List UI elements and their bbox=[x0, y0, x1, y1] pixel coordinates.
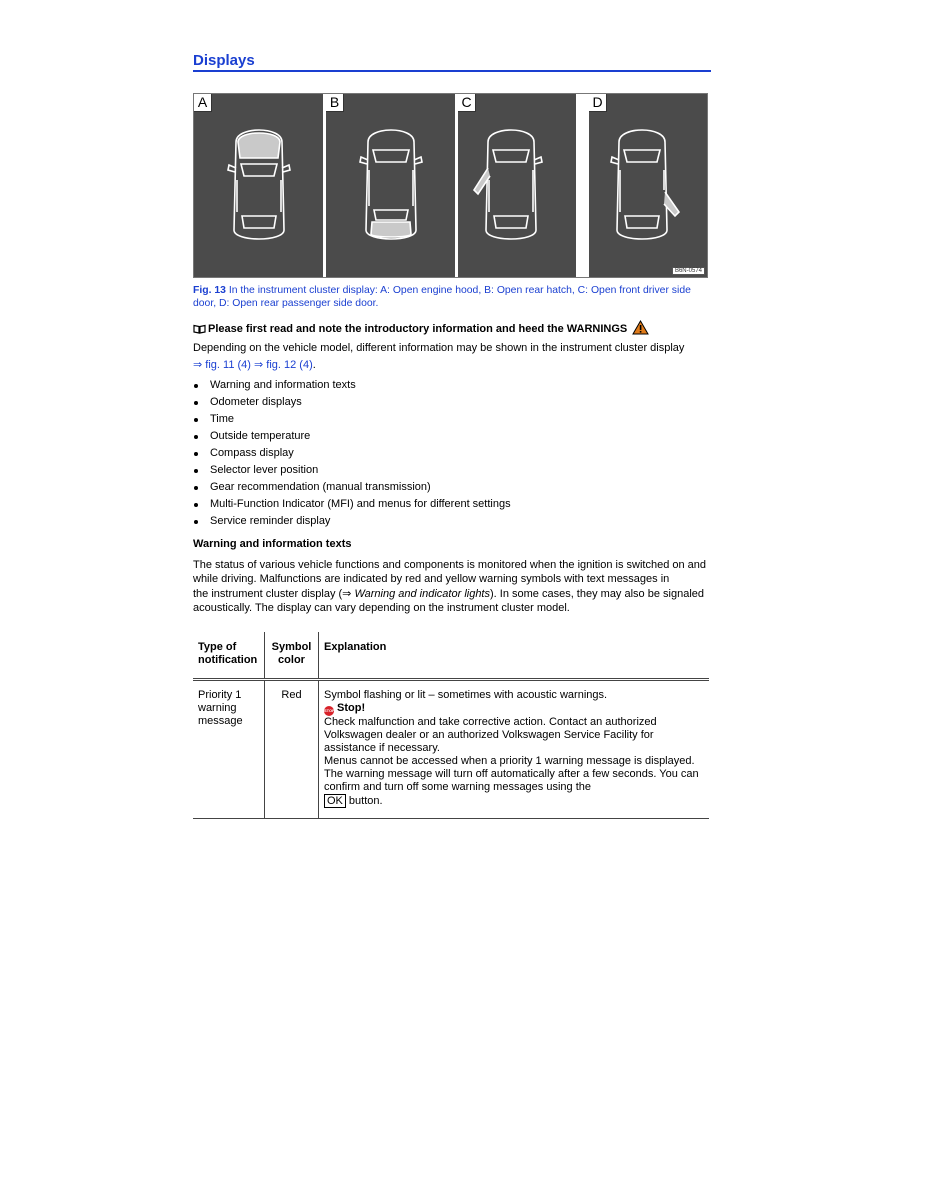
header-type bbox=[193, 632, 265, 680]
list-item bbox=[193, 411, 511, 428]
header-text: notification bbox=[198, 654, 258, 666]
car-rear-hatch-open-icon bbox=[356, 120, 426, 250]
car-front-driver-door-open-icon bbox=[466, 120, 546, 250]
bullet-icon bbox=[194, 452, 198, 456]
list-item bbox=[193, 496, 511, 513]
cell-text: Check malfunction and take corrective action. Contact an authorized Volkswagen dealer or an authorized Volkswagen Service Facility for assistance if necessary. bbox=[324, 716, 657, 754]
bullet-icon bbox=[194, 503, 198, 507]
intro-text: Depending on the vehicle model, different information may be shown in the instrument cluster display bbox=[193, 342, 685, 354]
title-underline bbox=[193, 70, 711, 72]
figure-caption bbox=[193, 285, 713, 310]
header-text: Symbol bbox=[271, 641, 312, 653]
section-heading: Warning and information texts bbox=[193, 538, 352, 550]
list-item bbox=[193, 445, 511, 462]
table-header-row bbox=[193, 632, 709, 680]
bullet-icon bbox=[194, 418, 198, 422]
bullet-icon bbox=[194, 469, 198, 473]
list-item-text: Gear recommendation (manual transmission) bbox=[210, 481, 431, 493]
cell-type bbox=[193, 680, 265, 819]
panel-c bbox=[458, 94, 576, 277]
link-fig-12[interactable]: fig. 12 (4) bbox=[266, 359, 313, 371]
list-item-text: Warning and information texts bbox=[210, 379, 356, 391]
link-warning-lights[interactable]: Warning and indicator lights bbox=[354, 588, 490, 600]
bullet-icon bbox=[194, 486, 198, 490]
panel-b bbox=[326, 94, 455, 277]
paragraph-text: ). In some cases, they may also be signaled acoustically. The display can vary depending on the instrument cluster model. bbox=[193, 588, 704, 614]
list-item-text: Selector lever position bbox=[210, 464, 319, 476]
panel-letter-c: C bbox=[458, 94, 476, 112]
intro-paragraph bbox=[193, 340, 713, 374]
list-item-text: Outside temperature bbox=[210, 430, 311, 442]
caption-text: In the instrument cluster display: A: Open engine hood, B: Open rear hatch, C: Open front driver side door, D: Open rear passenger side door. bbox=[193, 285, 691, 309]
list-item-text: Service reminder display bbox=[210, 515, 331, 527]
list-item-text: Multi-Function Indicator (MFI) and menus for different settings bbox=[210, 498, 511, 510]
header-text: Type of bbox=[198, 641, 237, 653]
page-title: Displays bbox=[193, 52, 255, 69]
bullet-icon bbox=[194, 401, 198, 405]
stop-label: Stop! bbox=[337, 702, 366, 714]
paragraph-text: The status of various vehicle functions and components is monitored when the ignition is switched on and while driving. Malfunctions are indicated by red and yellow warning symbols with text messages in bbox=[193, 559, 707, 585]
figure-id: B6N-0574 bbox=[672, 267, 705, 275]
stop-icon: STOP bbox=[324, 706, 334, 716]
book-icon bbox=[193, 324, 206, 339]
car-engine-hood-open-icon bbox=[224, 120, 294, 250]
header-text: color bbox=[278, 654, 305, 666]
note-text: Please first read and note the introductory information and heed the WARNINGS bbox=[208, 323, 628, 335]
list-item bbox=[193, 479, 511, 496]
caption-label: Fig. 13 bbox=[193, 285, 226, 296]
paragraph-text: the instrument cluster display (⇒ bbox=[193, 588, 355, 600]
cell-text: message bbox=[198, 715, 243, 727]
panel-letter-a: A bbox=[194, 94, 212, 112]
arrow-glyph: ⇒ bbox=[193, 359, 203, 371]
warning-triangle-icon bbox=[632, 320, 649, 340]
link-fig-11[interactable]: fig. 11 (4) bbox=[205, 359, 251, 371]
cell-color: Red bbox=[265, 680, 319, 819]
bullet-icon bbox=[194, 384, 198, 388]
panel-a bbox=[194, 94, 323, 277]
header-color bbox=[265, 632, 319, 680]
intro-note bbox=[193, 320, 713, 340]
panel-letter-d: D bbox=[589, 94, 607, 112]
table-row bbox=[193, 680, 709, 819]
arrow-glyph: ⇒ bbox=[254, 359, 264, 371]
car-rear-passenger-door-open-icon bbox=[609, 120, 689, 250]
intro-end: . bbox=[312, 359, 316, 371]
list-item-text: Odometer displays bbox=[210, 396, 302, 408]
list-item bbox=[193, 513, 511, 530]
bullet-icon bbox=[194, 520, 198, 524]
cell-text: warning bbox=[198, 702, 237, 714]
cell-text: Menus cannot be accessed when a priority 1 warning message is displayed. The warning message will turn off automatically after a few seconds. You can confirm and turn off some warning messages using the bbox=[324, 755, 699, 793]
section-paragraph bbox=[193, 558, 713, 615]
panel-letter-b: B bbox=[326, 94, 344, 112]
cell-text: button. bbox=[348, 795, 383, 807]
list-item bbox=[193, 462, 511, 479]
list-item bbox=[193, 377, 511, 394]
notification-table bbox=[193, 632, 709, 819]
list-item bbox=[193, 394, 511, 411]
list-item-text: Compass display bbox=[210, 447, 294, 459]
list-item-text: Time bbox=[210, 413, 235, 425]
cell-text: Symbol flashing or lit – sometimes with acoustic warnings. bbox=[324, 689, 608, 701]
cell-text: Priority 1 bbox=[198, 689, 242, 701]
figure-13 bbox=[193, 93, 708, 278]
feature-list bbox=[193, 377, 511, 530]
header-explanation: Explanation bbox=[319, 632, 710, 680]
ok-button-icon: OK bbox=[324, 794, 346, 808]
bullet-icon bbox=[194, 435, 198, 439]
list-item bbox=[193, 428, 511, 445]
cell-explanation bbox=[319, 680, 710, 819]
panel-d bbox=[589, 94, 707, 277]
